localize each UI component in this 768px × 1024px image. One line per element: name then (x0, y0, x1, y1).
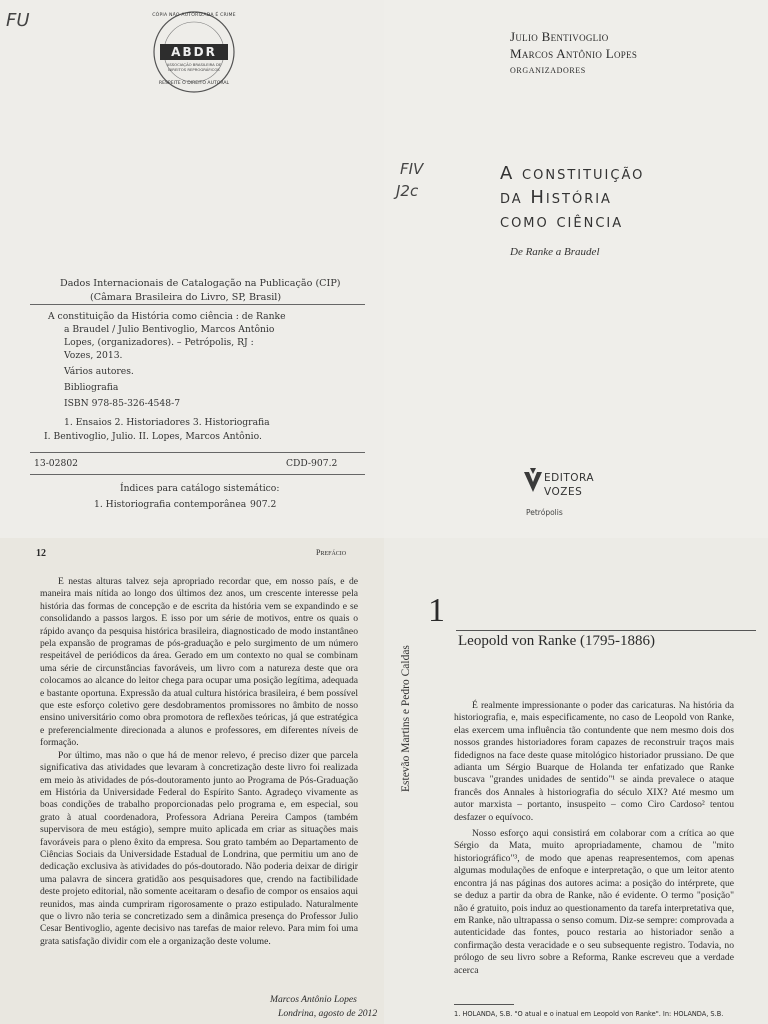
abdr-stamp (150, 8, 238, 96)
running-head: Prefácio (316, 548, 347, 557)
stamp-arc-text: CÓPIA NÃO AUTORIZADA É CRIME (152, 13, 236, 18)
cip-entry-line: Vozes, 2013. (64, 350, 123, 361)
publisher-line2: VOZES (544, 486, 583, 498)
handwritten-note: FU (6, 10, 30, 31)
book-title-line2: da História (500, 187, 612, 208)
signature: Marcos Antônio Lopes (270, 994, 357, 1005)
preface-page (0, 538, 384, 1024)
chapter-page (384, 538, 768, 1024)
chapter-paragraph: É realmente impressionante o poder das caricaturas. Na história da historiografia, e, mais especificamente, no caso de Leopold von Ranke, elas exercem uma influência tão contundente que nem mesmo dois dos nossos grandes historiadores foram capazes de reconstruir traços mais fidedignos na face deste quase mitológico historiador prussiano. De que adianta um Sérgio Buarque de Holanda ter enfatizado que Ranke buscava "grandes unidades de sentido"¹ se ainda prevalece o ataque francês dos Annales à historiografia do século XIX? Até mesmo um autor marxista – portanto, insuspeito – como Ciro Cardoso² tentou desfazer o equívoco. (454, 700, 734, 823)
author-2: Marcos Antônio Lopes (510, 46, 638, 61)
cip-header-line1: Dados Internacionais de Catalogação na Publicação (CIP) (60, 278, 341, 289)
cip-rule-end (30, 474, 365, 475)
chapter-number: 1 (428, 592, 445, 629)
cip-added-entries: I. Bentivoglio, Julio. II. Lopes, Marcos Antônio. (44, 431, 262, 442)
place-date: Londrina, agosto de 2012 (278, 1008, 378, 1019)
chapter-body (454, 700, 734, 977)
cip-cdd: CDD-907.2 (286, 458, 338, 469)
author-1: Julio Bentivoglio (510, 29, 609, 44)
index-title: Índices para catálogo sistemático: (120, 483, 280, 494)
footnote: 1. HOLANDA, S.B. "O atual e o inatual em Leopold von Ranke". In: HOLANDA, S.B. (454, 1010, 724, 1018)
publisher-line1: EDITORA (544, 472, 595, 484)
stamp-acronym: ABDR (171, 45, 217, 59)
chapter-title: Leopold von Ranke (1795-1886) (458, 633, 656, 649)
book-title-line3: como ciência (500, 211, 624, 232)
stamp-subtitle: ASSOCIAÇÃO BRASILEIRA DE DIREITOS REPROGRÁFICOS (166, 62, 222, 72)
organizers-label: organizadores (510, 64, 586, 76)
cip-subjects: 1. Ensaios 2. Historiadores 3. Historiografia (64, 417, 270, 428)
index-entry-label: 1. Historiografia contemporânea (94, 499, 247, 510)
preface-paragraph: E nestas alturas talvez seja apropriado recordar que, em nosso país, e de maneira mais nítida ao longo dos últimos dez anos, um crescente interesse pela história das formas de concepção e de escrita da história vem se expandindo e se consolidando a passos largos. E isso por um série de motivos, entre os quais o rápido avanço da pesquisa histórica brasileira, diagnosticado de modo instantâneo pela expansão de programas de pós-graduação e pelo surgimento de um número respeitável de periódicos da área. Gerado em um contexto no qual se combinam uma série de circunstâncias favoráveis, um livro com a natureza deste que ora colocamos ao alcance do leitor chega para ocupar uma posição legítima, adequada e bastante oportuna. Expressão da atual cultura histórica brasileira, é bem possível que este esforço coletivo gere desdobramentos promissores no âmbito de nosso ensino universitário como obra promotora de reflexões teóricas, já que estratégica e preferencialmente direcionada a alunos e professores, em diferentes níveis de formação. (40, 576, 358, 749)
cip-header-line2: (Câmara Brasileira do Livro, SP, Brasil) (90, 292, 282, 303)
chapter-authors: Estevão Martins e Pedro Caldas (400, 645, 412, 792)
handwritten-note-1: FIV (400, 160, 424, 178)
cip-rule-top (30, 304, 365, 305)
cip-note: Bibliografia (64, 382, 119, 393)
copyright-page (0, 0, 384, 538)
vozes-logo-icon (522, 466, 544, 496)
cip-entry-line: A constituição da História como ciência : de Ranke (48, 311, 286, 322)
cip-isbn: ISBN 978-85-326-4548-7 (64, 398, 181, 409)
chapter-rule (456, 630, 756, 631)
index-entry-code: 907.2 (250, 499, 277, 510)
title-page (384, 0, 768, 538)
cip-rule-bottom (30, 452, 365, 453)
cip-entry-line: a Braudel / Julio Bentivoglio, Marcos Antônio (64, 324, 275, 335)
cip-record-number: 13-02802 (34, 458, 79, 469)
chapter-paragraph: Nosso esforço aqui consistirá em colaborar com a crítica ao que Sérgio da Mata, muito apropriadamente, chamou de "mito historiográfico"³, de modo que apenas reapresentemos, com apenas algumas modulações de enfoque e interpretação, o que um leitor atento encontra já nas páginas dos autores acima: a posição do intérprete, que se deduz a partir da obra de Ranke, não é evidente. O termo "posição" não é gratuito, pois induz ao questionamento da tarefa interpretativa que, em Ranke, não ultrapassa o senso comum. Diz-se sempre: comprovada a autenticidade das fontes, pouco restaria ao historiador senão a confirmação desta veracidade e o seu subsequente registro. Todavia, no prólogo de seu livro sobre a Reforma, Ranke escreveu que a verdade acerca (454, 828, 734, 976)
cip-entry-line: Lopes, (organizadores). – Petrópolis, RJ : (64, 337, 254, 348)
publisher-city: Petrópolis (526, 508, 563, 517)
stamp-bottom-text: RESPEITE O DIREITO AUTORAL (158, 81, 230, 86)
preface-paragraph: Por último, mas não o que há de menor relevo, é preciso dizer que parcela significativa das atividades que levaram à concretização deste livro foi realizada em meio às atividades de pós-doutoramento junto ao Programa de Pós-Graduação em História da Universidade Federal do Espírito Santo. Agradeço vivamente as boas condições de trabalho proporcionadas pelo programa e, em especial, sou grato à atual coordenadora, Professora Adriana Pereira Campos (também supervisora de meu estágio), sempre muito aplicada em criar as situações mais favoráveis para o pleno êxito da empresa. Sou grato também ao Departamento de Ciências Sociais da Universidade Estadual de Londrina, que permitiu um ano de dedicação exclusiva às atividades do pós-doutorado. Não poderia deixar de dirigir uma palavra de sincera gratidão aos pesquisadores que, crendo na factibilidade deste projeto editorial, não somente aceitaram o desafio de compor os ensaios aqui reunidos, mas ainda cumpriram rigorosamente o prazo estipulado. Naturalmente que o livro não teria se concretizado sem a dinâmica presença do Professor Julio Cesar Bentivoglio, agente decisivo nas tarefas de maior relevo. Para mim foi uma grata satisfação dividir com ele a organização deste volume. (40, 749, 358, 947)
book-subtitle: De Ranke a Braudel (510, 246, 600, 258)
page-number: 12 (36, 548, 46, 559)
preface-body (40, 576, 358, 948)
book-title-line1: A constituição (500, 163, 645, 184)
handwritten-note-2: J2c (396, 182, 419, 200)
cip-note: Vários autores. (64, 366, 134, 377)
footnote-rule (454, 1004, 514, 1005)
